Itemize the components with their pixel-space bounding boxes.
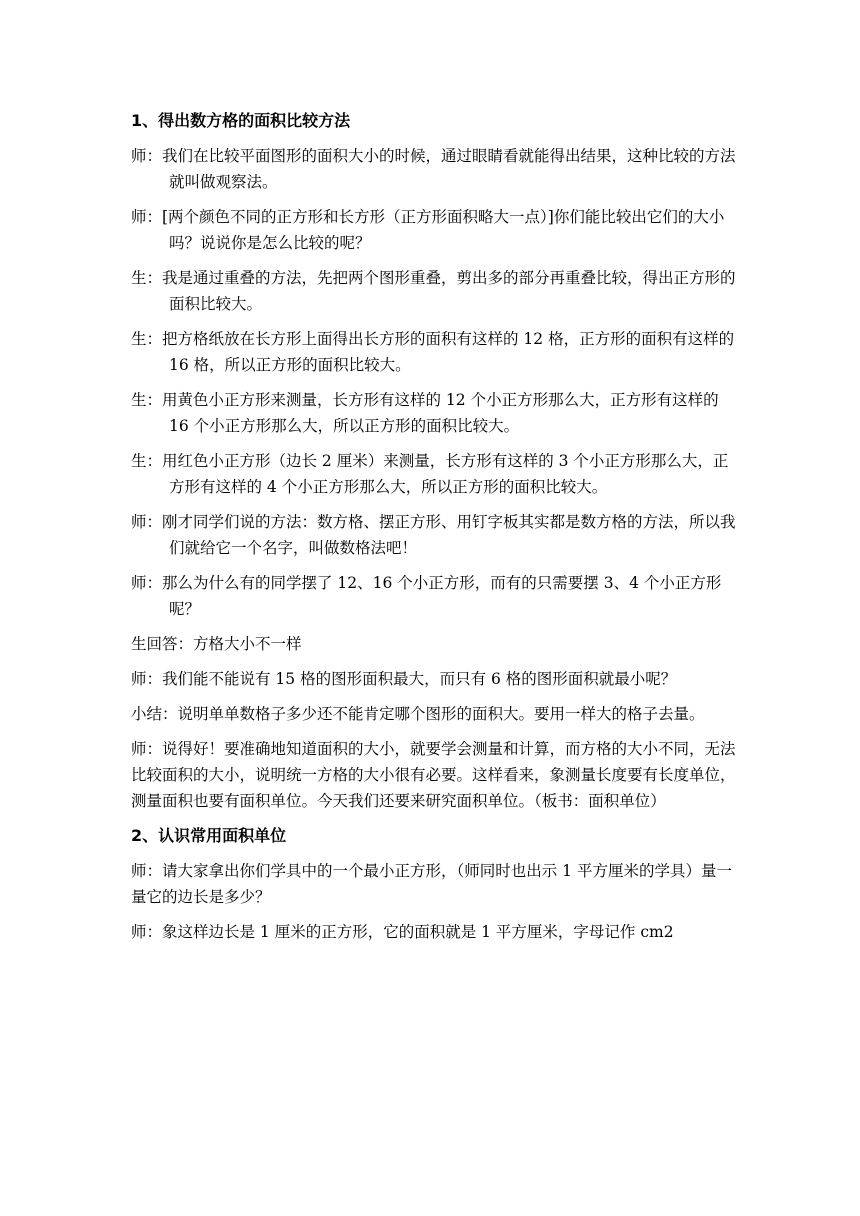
paragraph-square-centimeter: 师：象这样边长是 1 厘米的正方形，它的面积就是 1 平方厘米，字母记作 cm2 <box>131 923 674 941</box>
paragraph-counting-method: 师：刚才同学们说的方法：数方格、摆正方形、用钉字板其实都是数方格的方法，所以我们就给它一个名字，叫做数格法吧！ <box>131 513 736 557</box>
paragraph-grid-paper: 生：把方格纸放在长方形上面得出长方形的面积有这样的 12 格，正方形的面积有这样的 16 格，所以正方形的面积比较大。 <box>131 330 735 374</box>
section-2-heading: 2、认识常用面积单位 <box>131 826 287 845</box>
paragraph-yellow-squares: 生：用黄色小正方形来测量，长方形有这样的 12 个小正方形那么大，正方形有这样的 16 个小正方形那么大，所以正方形的面积比较大。 <box>131 391 719 435</box>
paragraph-compare-question: 师：[两个颜色不同的正方形和长方形（正方形面积略大一点）]你们能比较出它们的大小吗？说说你是怎么比较的呢？ <box>131 208 725 252</box>
paragraph-area-units-intro: 师：说得好！要准确地知道面积的大小，就要学会测量和计算，而方格的大小不同，无法比较面积的大小，说明统一方格的大小很有必要。这样看来，象测量长度要有长度单位，测量面积也要有面积单位。今天我们还要来研究面积单位。（板书：面积单位） <box>131 740 736 810</box>
section-1-heading: 1、得出数方格的面积比较方法 <box>131 111 351 130</box>
paragraph-why-question: 师：那么为什么有的同学摆了 12、16 个小正方形，而有的只需要摆 3、4 个小正方形呢？ <box>131 574 722 618</box>
paragraph-student-answer: 生回答：方格大小不一样 <box>131 635 302 653</box>
paragraph-largest-question: 师：我们能不能说有 15 格的图形面积最大，而只有 6 格的图形面积就最小呢？ <box>131 670 677 688</box>
paragraph-overlap-method: 生：我是通过重叠的方法，先把两个图形重叠，剪出多的部分再重叠比较，得出正方形的面积比较大。 <box>131 269 736 313</box>
paragraph-observation-method: 师：我们在比较平面图形的面积大小的时候，通过眼睛看就能得出结果，这种比较的方法就叫做观察法。 <box>131 147 736 191</box>
paragraph-smallest-square: 师：请大家拿出你们学具中的一个最小正方形，（师同时也出示 1 平方厘米的学具）量一量它的边长是多少？ <box>131 862 732 906</box>
paragraph-summary: 小结：说明单单数格子多少还不能肯定哪个图形的面积大。要用一样大的格子去量。 <box>131 705 705 723</box>
document-body <box>131 108 739 945</box>
paragraph-red-squares: 生：用红色小正方形（边长 2 厘米）来测量，长方形有这样的 3 个小正方形那么大，正方形有这样的 4 个小正方形那么大，所以正方形的面积比较大。 <box>131 452 729 496</box>
